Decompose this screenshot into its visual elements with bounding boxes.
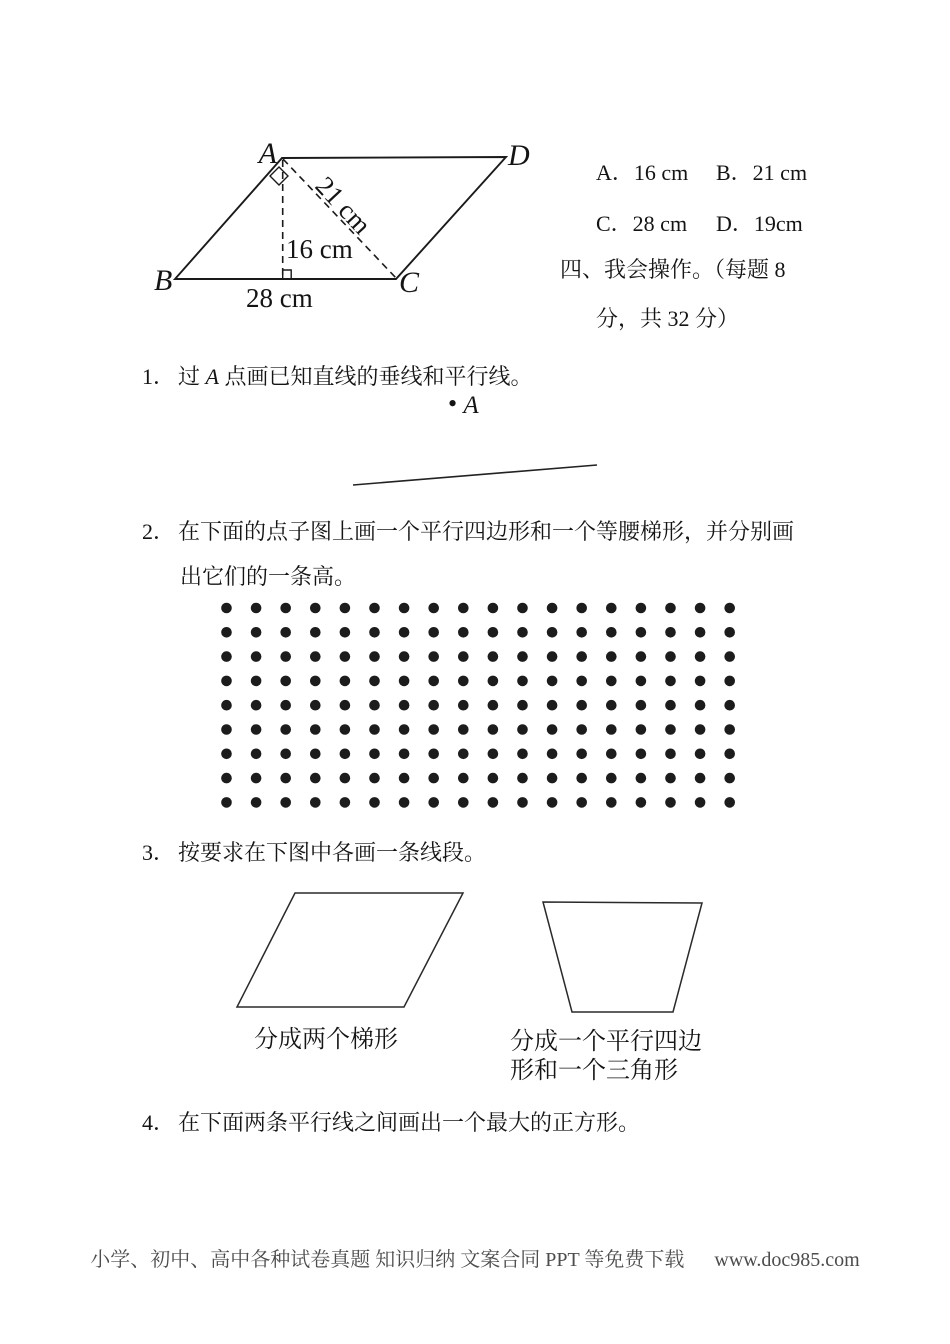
grid-dot: [369, 749, 380, 760]
footer-text: 小学、初中、高中各种试卷真题 知识归纳 文案合同 PPT 等免费下载: [90, 1249, 685, 1271]
grid-dot: [724, 797, 735, 808]
given-line-figure: [350, 458, 602, 490]
grid-dot: [665, 797, 676, 808]
grid-dot: [576, 797, 587, 808]
grid-dot: [340, 676, 351, 687]
grid-dot: [517, 603, 528, 614]
grid-dot: [606, 627, 617, 638]
question1-text: [142, 363, 532, 391]
caption-trapezoid-line2: 形和一个三角形: [510, 1058, 678, 1084]
question3-number: 3．: [142, 840, 176, 865]
grid-dot: [280, 603, 291, 614]
grid-dot: [665, 651, 676, 662]
grid-dot: [369, 651, 380, 662]
grid-dot: [221, 676, 232, 687]
grid-dot: [636, 651, 647, 662]
question4-number: 4．: [142, 1110, 176, 1135]
grid-dot: [458, 724, 469, 735]
grid-dot: [665, 700, 676, 711]
grid-dot: [310, 700, 321, 711]
grid-dot: [606, 651, 617, 662]
grid-dot: [606, 603, 617, 614]
grid-dot: [576, 676, 587, 687]
option-d: D．19cm: [716, 211, 803, 236]
dot-grid: [220, 602, 740, 812]
grid-dot: [251, 651, 262, 662]
grid-dot: [310, 773, 321, 784]
grid-dot: [724, 700, 735, 711]
grid-dot: [221, 627, 232, 638]
grid-dot: [606, 773, 617, 784]
grid-dot: [636, 749, 647, 760]
grid-dot: [636, 627, 647, 638]
grid-dot: [251, 603, 262, 614]
grid-dot: [399, 676, 410, 687]
grid-dot: [251, 627, 262, 638]
grid-dot: [458, 797, 469, 808]
grid-dot: [458, 627, 469, 638]
grid-dot: [695, 797, 706, 808]
grid-dot: [636, 773, 647, 784]
grid-dot: [369, 773, 380, 784]
grid-dot: [576, 603, 587, 614]
grid-dot: [428, 676, 439, 687]
question1-post: 点画已知直线的垂线和平行线。: [218, 364, 533, 389]
grid-dot: [724, 603, 735, 614]
grid-dot: [399, 773, 410, 784]
vertex-label-b: B: [154, 264, 173, 297]
caption-trapezoid: [510, 1028, 720, 1086]
grid-dot: [636, 724, 647, 735]
question2-text-line2: 出它们的一条高。: [180, 564, 357, 589]
grid-dot: [458, 651, 469, 662]
grid-dot: [221, 749, 232, 760]
grid-dot: [547, 627, 558, 638]
grid-dot: [340, 773, 351, 784]
grid-dot: [695, 627, 706, 638]
grid-dot: [488, 749, 499, 760]
grid-dot: [428, 749, 439, 760]
grid-dot: [280, 627, 291, 638]
grid-dot: [280, 773, 291, 784]
grid-dot: [695, 749, 706, 760]
grid-dot: [428, 651, 439, 662]
question1-number: 1．: [142, 364, 176, 389]
options-row-1: [596, 161, 836, 185]
grid-dot: [488, 603, 499, 614]
grid-dot: [665, 773, 676, 784]
grid-dot: [369, 676, 380, 687]
grid-dot: [488, 773, 499, 784]
parallelogram-shape: [237, 893, 463, 1007]
height-measure-label: 16 cm: [286, 234, 353, 264]
grid-dot: [547, 749, 558, 760]
grid-dot: [221, 603, 232, 614]
grid-dot: [340, 603, 351, 614]
grid-dot: [547, 700, 558, 711]
grid-dot: [340, 797, 351, 808]
grid-dot: [665, 603, 676, 614]
grid-dot: [280, 651, 291, 662]
grid-dot: [517, 676, 528, 687]
grid-dot: [724, 676, 735, 687]
options-row-2: [596, 212, 836, 236]
grid-dot: [428, 773, 439, 784]
grid-dot: [428, 724, 439, 735]
question1-letter: A: [205, 364, 219, 389]
page-footer: [0, 1248, 950, 1272]
grid-dot: [280, 724, 291, 735]
grid-dot: [576, 724, 587, 735]
grid-dot: [576, 651, 587, 662]
grid-dot: [340, 700, 351, 711]
point-label: A: [463, 392, 479, 419]
caption-trapezoid-line1: 分成一个平行四边: [510, 1029, 702, 1055]
grid-dot: [724, 724, 735, 735]
grid-dot: [695, 603, 706, 614]
question3-shapes: [220, 880, 720, 1020]
caption-parallelogram: 分成两个梯形: [254, 1027, 398, 1053]
grid-dot: [221, 700, 232, 711]
grid-dot: [636, 700, 647, 711]
grid-dot: [724, 627, 735, 638]
grid-dot: [310, 627, 321, 638]
grid-dot: [488, 797, 499, 808]
grid-dot: [547, 603, 558, 614]
grid-dot: [369, 797, 380, 808]
base-measure-label: 28 cm: [246, 283, 313, 313]
grid-dot: [399, 797, 410, 808]
grid-dot: [547, 676, 558, 687]
grid-dot: [576, 627, 587, 638]
grid-dot: [606, 676, 617, 687]
footer-url: www.doc985.com: [714, 1249, 860, 1271]
grid-dot: [636, 676, 647, 687]
parallelogram-figure: [150, 130, 550, 320]
grid-dot: [399, 627, 410, 638]
grid-dot: [458, 773, 469, 784]
section4-heading-line2: 分，共 32 分）: [596, 306, 740, 331]
grid-dot: [369, 700, 380, 711]
question4-line: 在下面两条平行线之间画出一个最大的正方形。: [178, 1110, 641, 1135]
vertex-label-c: C: [399, 266, 420, 299]
grid-dot: [636, 603, 647, 614]
grid-dot: [488, 700, 499, 711]
grid-dot: [576, 700, 587, 711]
question3-line: 按要求在下图中各画一条线段。: [178, 840, 487, 865]
section4-heading-line1: 四、我会操作。（每题 8: [560, 257, 786, 282]
grid-dot: [576, 749, 587, 760]
grid-dot: [547, 724, 558, 735]
grid-dot: [606, 797, 617, 808]
question4-text: [142, 1109, 640, 1137]
grid-dot: [428, 700, 439, 711]
grid-dot: [606, 749, 617, 760]
grid-dot: [724, 773, 735, 784]
grid-dot: [251, 700, 262, 711]
option-c: C．28 cm: [596, 211, 688, 236]
grid-dot: [399, 603, 410, 614]
grid-dot: [310, 797, 321, 808]
grid-dot: [340, 724, 351, 735]
grid-dot: [399, 749, 410, 760]
grid-dot: [221, 773, 232, 784]
grid-dot: [458, 700, 469, 711]
grid-dot: [251, 773, 262, 784]
grid-dot: [458, 749, 469, 760]
grid-dot: [221, 724, 232, 735]
grid-dot: [340, 749, 351, 760]
grid-dot: [517, 627, 528, 638]
question1-pre: 过: [178, 364, 206, 389]
grid-dot: [488, 676, 499, 687]
grid-dot: [251, 676, 262, 687]
grid-dot: [488, 724, 499, 735]
grid-dot: [251, 797, 262, 808]
grid-dot: [310, 676, 321, 687]
grid-dot: [369, 724, 380, 735]
grid-dot: [695, 651, 706, 662]
grid-dot: [399, 724, 410, 735]
grid-dot: [251, 724, 262, 735]
grid-dot: [636, 797, 647, 808]
grid-dot: [369, 627, 380, 638]
given-line: [353, 465, 597, 485]
grid-dot: [665, 749, 676, 760]
question2-text-line1: [142, 518, 794, 546]
grid-dot: [280, 749, 291, 760]
grid-dot: [428, 797, 439, 808]
grid-dot: [695, 773, 706, 784]
diagonal-measure-label: 21 cm: [309, 170, 378, 240]
grid-dot: [310, 651, 321, 662]
grid-dot: [517, 797, 528, 808]
grid-dot: [517, 700, 528, 711]
grid-dot: [547, 773, 558, 784]
grid-dot: [724, 651, 735, 662]
option-b: B．21 cm: [716, 160, 808, 185]
grid-dot: [517, 773, 528, 784]
grid-dot: [340, 627, 351, 638]
point-dot: •: [448, 389, 458, 418]
grid-dot: [251, 749, 262, 760]
grid-dot: [399, 700, 410, 711]
grid-dot: [695, 676, 706, 687]
grid-dot: [458, 603, 469, 614]
grid-dot: [665, 676, 676, 687]
right-angle-mark-at-foot: [283, 270, 292, 279]
grid-dot: [517, 651, 528, 662]
question2-number: 2．: [142, 519, 176, 544]
grid-dot: [458, 676, 469, 687]
grid-dot: [665, 724, 676, 735]
grid-dot: [488, 627, 499, 638]
grid-dot: [280, 700, 291, 711]
grid-dot: [547, 797, 558, 808]
grid-dot: [280, 676, 291, 687]
grid-dot: [310, 603, 321, 614]
trapezoid-shape: [543, 902, 702, 1012]
vertex-label-d: D: [508, 139, 530, 172]
grid-dot: [488, 651, 499, 662]
grid-dot: [695, 724, 706, 735]
vertex-label-a: A: [258, 137, 277, 170]
grid-dot: [369, 603, 380, 614]
grid-dot: [724, 749, 735, 760]
grid-dot: [221, 797, 232, 808]
grid-dot: [428, 603, 439, 614]
grid-dot: [399, 651, 410, 662]
option-a: A．16 cm: [596, 160, 689, 185]
grid-dot: [221, 651, 232, 662]
grid-dot: [428, 627, 439, 638]
grid-dot: [547, 651, 558, 662]
grid-dot: [310, 749, 321, 760]
grid-dot: [517, 749, 528, 760]
grid-dot: [665, 627, 676, 638]
question2-line1: 在下面的点子图上画一个平行四边形和一个等腰梯形，并分别画: [178, 519, 795, 544]
question3-text: [142, 839, 486, 867]
grid-dot: [606, 700, 617, 711]
point-a-marker: [448, 391, 479, 419]
grid-dot: [576, 773, 587, 784]
grid-dot: [340, 651, 351, 662]
grid-dot: [606, 724, 617, 735]
grid-dot: [517, 724, 528, 735]
grid-dot: [695, 700, 706, 711]
grid-dot: [280, 797, 291, 808]
grid-dot: [310, 724, 321, 735]
